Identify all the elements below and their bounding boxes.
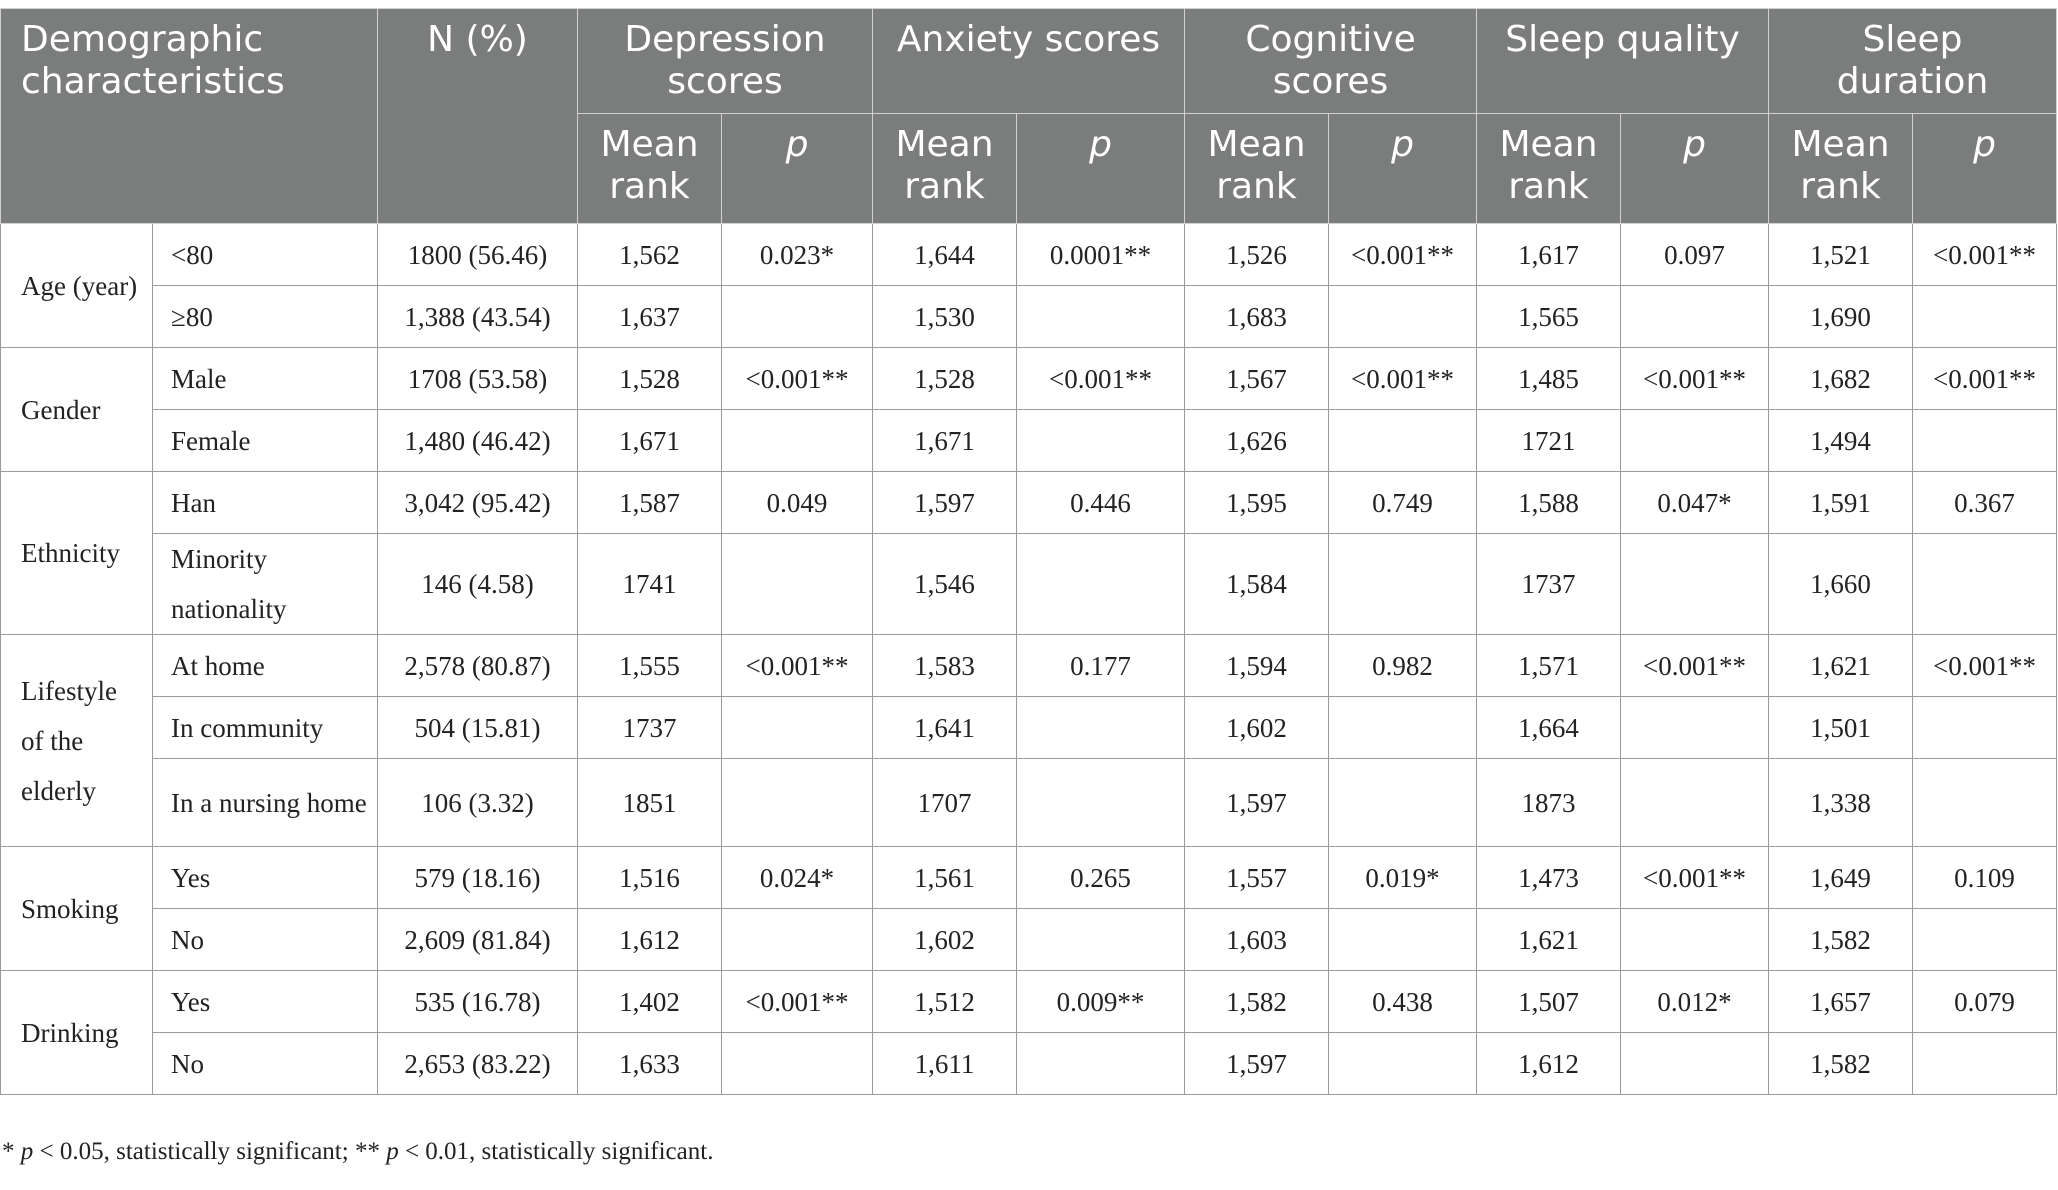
footnote: * p < 0.05, statistically significant; ** p < 0.01, statistically significant.: [2, 1138, 714, 1165]
p-value-cell: [1913, 909, 2057, 971]
mean-rank-cell: 1,690: [1769, 286, 1913, 348]
n-percent-cell: 535 (16.78): [378, 971, 578, 1033]
table-row: [1, 847, 2057, 909]
p-value-cell: [1621, 1033, 1769, 1095]
p-value-cell: 0.982: [1329, 635, 1477, 697]
mean-rank-cell: 1,671: [873, 410, 1017, 472]
row-label: At home: [153, 635, 378, 697]
p-value-cell: <0.001**: [1913, 635, 2057, 697]
p-value-cell: [1621, 410, 1769, 472]
table-row: [1, 224, 2057, 286]
mean-rank-cell: 1,602: [873, 909, 1017, 971]
row-label: Han: [153, 472, 378, 534]
mean-rank-cell: 1,597: [1185, 759, 1329, 847]
table-row: [1, 909, 2057, 971]
group-label: Drinking: [1, 971, 153, 1095]
header-sleep-duration: Sleep duration: [1769, 9, 2057, 114]
header-cognitive: Cognitive scores: [1185, 9, 1477, 114]
p-value-cell: 0.049: [722, 472, 873, 534]
row-label: Yes: [153, 971, 378, 1033]
p-value-cell: [722, 697, 873, 759]
n-percent-cell: 1800 (56.46): [378, 224, 578, 286]
mean-rank-cell: 1,562: [578, 224, 722, 286]
mean-rank-cell: 1,602: [1185, 697, 1329, 759]
mean-rank-cell: 1,664: [1477, 697, 1621, 759]
mean-rank-cell: 1,617: [1477, 224, 1621, 286]
header-n: N (%): [378, 9, 578, 224]
group-label: Smoking: [1, 847, 153, 971]
row-label: No: [153, 909, 378, 971]
mean-rank-cell: 1,588: [1477, 472, 1621, 534]
table-row: [1, 971, 2057, 1033]
p-value-cell: 0.446: [1017, 472, 1185, 534]
mean-rank-cell: 1,507: [1477, 971, 1621, 1033]
mean-rank-cell: 1,571: [1477, 635, 1621, 697]
mean-rank-cell: 1873: [1477, 759, 1621, 847]
mean-rank-cell: 1,565: [1477, 286, 1621, 348]
p-value-cell: 0.367: [1913, 472, 2057, 534]
p-value-cell: <0.001**: [722, 348, 873, 410]
mean-rank-cell: 1,526: [1185, 224, 1329, 286]
p-value-cell: 0.023*: [722, 224, 873, 286]
mean-rank-cell: 1,611: [873, 1033, 1017, 1095]
table-row: [1, 635, 2057, 697]
mean-rank-cell: 1,528: [873, 348, 1017, 410]
table-row: [1, 759, 2057, 847]
header-mean-rank: Mean rank: [1185, 114, 1329, 224]
p-value-cell: [1913, 286, 2057, 348]
mean-rank-cell: 1,555: [578, 635, 722, 697]
p-value-cell: <0.001**: [1621, 635, 1769, 697]
mean-rank-cell: 1,633: [578, 1033, 722, 1095]
mean-rank-cell: 1,546: [873, 534, 1017, 635]
mean-rank-cell: 1707: [873, 759, 1017, 847]
p-value-cell: 0.438: [1329, 971, 1477, 1033]
p-value-cell: [1621, 286, 1769, 348]
p-value-cell: [1017, 286, 1185, 348]
p-value-cell: 0.047*: [1621, 472, 1769, 534]
p-value-cell: 0.097: [1621, 224, 1769, 286]
group-label: Ethnicity: [1, 472, 153, 635]
mean-rank-cell: 1737: [578, 697, 722, 759]
p-value-cell: [1329, 909, 1477, 971]
mean-rank-cell: 1,584: [1185, 534, 1329, 635]
mean-rank-cell: 1,671: [578, 410, 722, 472]
header-p: p: [722, 114, 873, 224]
mean-rank-cell: 1,512: [873, 971, 1017, 1033]
header-depression: Depression scores: [578, 9, 873, 114]
mean-rank-cell: 1,485: [1477, 348, 1621, 410]
table-row: [1, 410, 2057, 472]
p-value-cell: [1621, 759, 1769, 847]
p-value-cell: 0.749: [1329, 472, 1477, 534]
row-label: In community: [153, 697, 378, 759]
mean-rank-cell: 1,626: [1185, 410, 1329, 472]
p-value-cell: [1329, 286, 1477, 348]
n-percent-cell: 504 (15.81): [378, 697, 578, 759]
p-value-cell: [1621, 534, 1769, 635]
mean-rank-cell: 1,583: [873, 635, 1017, 697]
n-percent-cell: 3,042 (95.42): [378, 472, 578, 534]
mean-rank-cell: 1,591: [1769, 472, 1913, 534]
header-sleep-quality: Sleep quality: [1477, 9, 1769, 114]
group-label: Lifestyle of the elderly: [1, 635, 153, 847]
n-percent-cell: 579 (18.16): [378, 847, 578, 909]
mean-rank-cell: 1,621: [1477, 909, 1621, 971]
row-label: Minority nationality: [153, 534, 378, 635]
p-value-cell: [1329, 1033, 1477, 1095]
group-label: Age (year): [1, 224, 153, 348]
mean-rank-cell: 1851: [578, 759, 722, 847]
mean-rank-cell: 1,612: [578, 909, 722, 971]
row-label: Yes: [153, 847, 378, 909]
mean-rank-cell: 1,582: [1185, 971, 1329, 1033]
header-demographic: Demographic characteristics: [1, 9, 378, 224]
mean-rank-cell: 1721: [1477, 410, 1621, 472]
mean-rank-cell: 1,582: [1769, 909, 1913, 971]
p-value-cell: [1913, 534, 2057, 635]
p-value-cell: [722, 286, 873, 348]
p-value-cell: [722, 410, 873, 472]
p-value-cell: [722, 759, 873, 847]
p-value-cell: <0.001**: [1329, 224, 1477, 286]
row-label: No: [153, 1033, 378, 1095]
n-percent-cell: 1708 (53.58): [378, 348, 578, 410]
p-value-cell: [1329, 697, 1477, 759]
mean-rank-cell: 1,597: [1185, 1033, 1329, 1095]
mean-rank-cell: 1,528: [578, 348, 722, 410]
mean-rank-cell: 1,587: [578, 472, 722, 534]
header-p: p: [1913, 114, 2057, 224]
table-row: [1, 1033, 2057, 1095]
p-value-cell: [1621, 909, 1769, 971]
table-row: [1, 697, 2057, 759]
p-value-cell: <0.001**: [1329, 348, 1477, 410]
mean-rank-cell: 1741: [578, 534, 722, 635]
p-value-cell: [1913, 697, 2057, 759]
p-value-cell: 0.009**: [1017, 971, 1185, 1033]
n-percent-cell: 1,480 (46.42): [378, 410, 578, 472]
mean-rank-cell: 1,530: [873, 286, 1017, 348]
row-label: ≥80: [153, 286, 378, 348]
mean-rank-cell: 1,516: [578, 847, 722, 909]
mean-rank-cell: 1,649: [1769, 847, 1913, 909]
p-value-cell: 0.177: [1017, 635, 1185, 697]
table-row: [1, 472, 2057, 534]
p-value-cell: [1017, 697, 1185, 759]
mean-rank-cell: 1,612: [1477, 1033, 1621, 1095]
mean-rank-cell: 1,561: [873, 847, 1017, 909]
p-value-cell: [722, 909, 873, 971]
p-value-cell: [1017, 410, 1185, 472]
row-label: In a nursing home: [153, 759, 378, 847]
mean-rank-cell: 1737: [1477, 534, 1621, 635]
p-value-cell: [1329, 759, 1477, 847]
table-row: [1, 348, 2057, 410]
p-value-cell: 0.079: [1913, 971, 2057, 1033]
mean-rank-cell: 1,473: [1477, 847, 1621, 909]
header-p: p: [1017, 114, 1185, 224]
p-value-cell: <0.001**: [1621, 348, 1769, 410]
p-value-cell: 0.019*: [1329, 847, 1477, 909]
mean-rank-cell: 1,494: [1769, 410, 1913, 472]
p-value-cell: 0.012*: [1621, 971, 1769, 1033]
header-mean-rank: Mean rank: [1477, 114, 1621, 224]
header-anxiety: Anxiety scores: [873, 9, 1185, 114]
n-percent-cell: 2,578 (80.87): [378, 635, 578, 697]
n-percent-cell: 2,653 (83.22): [378, 1033, 578, 1095]
p-value-cell: 0.265: [1017, 847, 1185, 909]
mean-rank-cell: 1,644: [873, 224, 1017, 286]
mean-rank-cell: 1,682: [1769, 348, 1913, 410]
p-value-cell: [1017, 909, 1185, 971]
table-row: [1, 286, 2057, 348]
p-value-cell: <0.001**: [1621, 847, 1769, 909]
p-value-cell: <0.001**: [1913, 224, 2057, 286]
n-percent-cell: 106 (3.32): [378, 759, 578, 847]
mean-rank-cell: 1,594: [1185, 635, 1329, 697]
header-mean-rank: Mean rank: [578, 114, 722, 224]
n-percent-cell: 2,609 (81.84): [378, 909, 578, 971]
p-value-cell: [1621, 697, 1769, 759]
mean-rank-cell: 1,597: [873, 472, 1017, 534]
row-label: Male: [153, 348, 378, 410]
p-value-cell: [1329, 410, 1477, 472]
p-value-cell: 0.109: [1913, 847, 2057, 909]
p-value-cell: 0.0001**: [1017, 224, 1185, 286]
header-p: p: [1621, 114, 1769, 224]
mean-rank-cell: 1,683: [1185, 286, 1329, 348]
group-label: Gender: [1, 348, 153, 472]
mean-rank-cell: 1,637: [578, 286, 722, 348]
table-container: [0, 8, 2058, 1095]
p-value-cell: [1913, 759, 2057, 847]
mean-rank-cell: 1,557: [1185, 847, 1329, 909]
mean-rank-cell: 1,402: [578, 971, 722, 1033]
mean-rank-cell: 1,621: [1769, 635, 1913, 697]
p-value-cell: <0.001**: [1017, 348, 1185, 410]
mean-rank-cell: 1,338: [1769, 759, 1913, 847]
n-percent-cell: 1,388 (43.54): [378, 286, 578, 348]
p-value-cell: <0.001**: [722, 635, 873, 697]
p-value-cell: [1017, 1033, 1185, 1095]
header-mean-rank: Mean rank: [873, 114, 1017, 224]
mean-rank-cell: 1,657: [1769, 971, 1913, 1033]
header-p: p: [1329, 114, 1477, 224]
p-value-cell: [722, 534, 873, 635]
mean-rank-cell: 1,582: [1769, 1033, 1913, 1095]
header-mean-rank: Mean rank: [1769, 114, 1913, 224]
p-value-cell: <0.001**: [1913, 348, 2057, 410]
n-percent-cell: 146 (4.58): [378, 534, 578, 635]
p-value-cell: [722, 1033, 873, 1095]
mean-rank-cell: 1,567: [1185, 348, 1329, 410]
row-label: Female: [153, 410, 378, 472]
p-value-cell: [1913, 410, 2057, 472]
p-value-cell: [1329, 534, 1477, 635]
mean-rank-cell: 1,501: [1769, 697, 1913, 759]
p-value-cell: [1017, 534, 1185, 635]
mean-rank-cell: 1,603: [1185, 909, 1329, 971]
p-value-cell: [1913, 1033, 2057, 1095]
mean-rank-cell: 1,660: [1769, 534, 1913, 635]
mean-rank-cell: 1,641: [873, 697, 1017, 759]
p-value-cell: [1017, 759, 1185, 847]
mean-rank-cell: 1,521: [1769, 224, 1913, 286]
table-body: [1, 224, 2057, 1095]
mean-rank-cell: 1,595: [1185, 472, 1329, 534]
row-label: <80: [153, 224, 378, 286]
results-table: [0, 8, 2057, 1095]
table-row: [1, 534, 2057, 635]
p-value-cell: <0.001**: [722, 971, 873, 1033]
p-value-cell: 0.024*: [722, 847, 873, 909]
